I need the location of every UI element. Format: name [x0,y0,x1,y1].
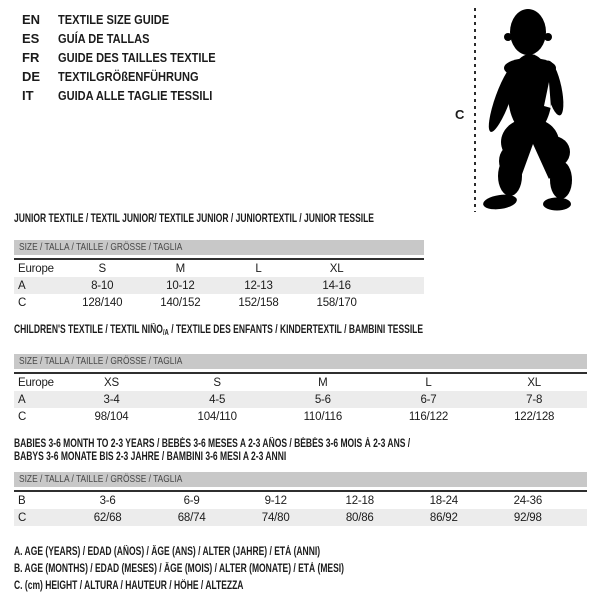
value-cell: 10-12 [166,279,195,292]
value-cell: S [213,376,221,389]
value-cell: 14-16 [322,279,351,292]
language-code: IT [22,88,34,103]
footnote-a: A. AGE (YEARS) / EDAD (AÑOS) / ÂGE (ANS) / ALTER (JAHRE) / ETÀ (ANNI) [14,546,321,558]
language-row [22,48,243,67]
row-label-cell: Europe [18,262,54,275]
height-measure-dotted-line [474,8,476,212]
value-cell: 12-13 [244,279,273,292]
language-title: TEXTILGRÖßENFÜHRUNG [58,69,199,84]
filler-cell [376,259,424,277]
table-row [14,373,587,391]
value-cell: 80/86 [345,511,374,524]
value-cell: 62/68 [93,511,122,524]
filler-cell [376,294,424,311]
value-cell: M [175,262,186,275]
table-row [14,277,424,294]
language-row [22,29,243,48]
filler-cell [376,277,424,294]
value-cell: 92/98 [513,511,542,524]
row-label-cell: C [18,296,27,309]
value-cell: 158/170 [316,296,357,309]
language-list [22,10,243,105]
babies-size-table [14,490,587,526]
language-code: DE [22,69,41,84]
size-header-bar: SIZE / TALLA / TAILLE / GRÖSSE / TAGLIA [14,354,587,369]
table-row [14,259,424,277]
language-row [22,86,243,105]
value-cell: 8-10 [91,279,114,292]
value-cell: 3-4 [103,393,120,406]
section-title: JUNIOR TEXTILE / TEXTIL JUNIOR/ TEXTILE JUNIOR / JUNIORTEXTIL / JUNIOR TESSILE [14,213,374,225]
row-label-cell: A [18,393,26,406]
value-cell: 152/158 [238,296,279,309]
value-cell: 12-18 [345,494,374,507]
value-cell: 18-24 [429,494,458,507]
table-row [14,408,587,425]
value-cell: XS [104,376,119,389]
value-cell: 140/152 [160,296,201,309]
value-cell: S [98,262,106,275]
value-cell: L [255,262,262,275]
baby-silhouette-icon [481,6,577,212]
value-cell: 24-36 [513,494,543,507]
tables-column [14,213,587,595]
row-label-cell: B [18,494,26,507]
value-cell: M [318,376,328,389]
value-cell: 110/116 [303,410,343,423]
value-cell: 68/74 [177,511,206,524]
language-row [22,67,243,86]
language-row [22,10,243,29]
section-children-textile [14,324,587,425]
nino-a-subscript: /A [162,328,169,337]
junior-size-table [14,258,424,311]
size-header-bar: SIZE / TALLA / TAILLE / GRÖSSE / TAGLIA [14,472,587,487]
value-cell: 6-9 [183,494,200,507]
value-cell: XL [527,376,541,389]
language-title: GUIDA ALLE TAGLIE TESSILI [58,88,213,103]
value-cell: 7-8 [526,393,543,406]
value-cell: 6-7 [420,393,437,406]
value-cell: 98/104 [94,410,129,423]
children-size-table [14,372,587,425]
value-cell: 116/122 [408,410,449,423]
filler-cell [570,491,587,509]
footnotes [14,544,587,595]
value-cell: 86/92 [429,511,458,524]
table-row [14,294,424,311]
table-row [14,509,587,526]
section-junior-textile [14,213,587,311]
value-cell: 9-12 [264,494,287,507]
language-title: GUÍA DE TALLAS [58,31,150,46]
footnote-c: C. (cm) HEIGHT / ALTURA / HAUTEUR / HÖHE / ALTEZZA [14,580,244,592]
section-babies-textile [14,438,587,526]
row-label-cell: C [18,410,27,423]
language-code: ES [22,31,40,46]
section-title: BABIES 3-6 MONTH TO 2-3 YEARS / BEBÉS 3-6 MESES A 2-3 AÑOS / BÉBÉS 3-6 MOIS À 2-3 ANS / BABYS 3-6 MONATE BIS 2-3 JAHRE / BAMBINI 3-6 MESI A 2-3 ANNI [14,438,411,463]
value-cell: 74/80 [261,511,290,524]
value-cell: 104/110 [197,410,237,423]
language-title: TEXTILE SIZE GUIDE [58,12,170,27]
size-header-bar: SIZE / TALLA / TAILLE / GRÖSSE / TAGLIA [14,240,424,255]
value-cell: 122/128 [514,410,555,423]
value-cell: 5-6 [314,393,331,406]
row-label-cell: Europe [18,376,54,389]
language-code: EN [22,12,41,27]
row-label-cell: C [18,511,27,524]
row-label-cell: A [18,279,26,292]
value-cell: 4-5 [209,393,226,406]
footnote-b: B. AGE (MONTHS) / EDAD (MESES) / ÂGE (MOIS) / ALTER (MONATE) / ETÀ (MESI) [14,563,344,575]
value-cell: 3-6 [99,494,116,507]
language-title: GUIDE DES TAILLES TEXTILE [58,50,216,65]
table-row [14,391,587,408]
value-cell: 128/140 [82,296,123,309]
value-cell: XL [329,262,344,275]
table-row [14,491,587,509]
filler-cell [570,509,587,526]
language-code: FR [22,50,40,65]
value-cell: L [425,376,432,389]
section-title: CHILDREN'S TEXTILE / TEXTIL NIÑO/A / TEXTILE DES ENFANTS / KINDERTEXTIL / BAMBINI TESSILE [14,324,424,337]
height-measure-label: C [455,107,465,122]
